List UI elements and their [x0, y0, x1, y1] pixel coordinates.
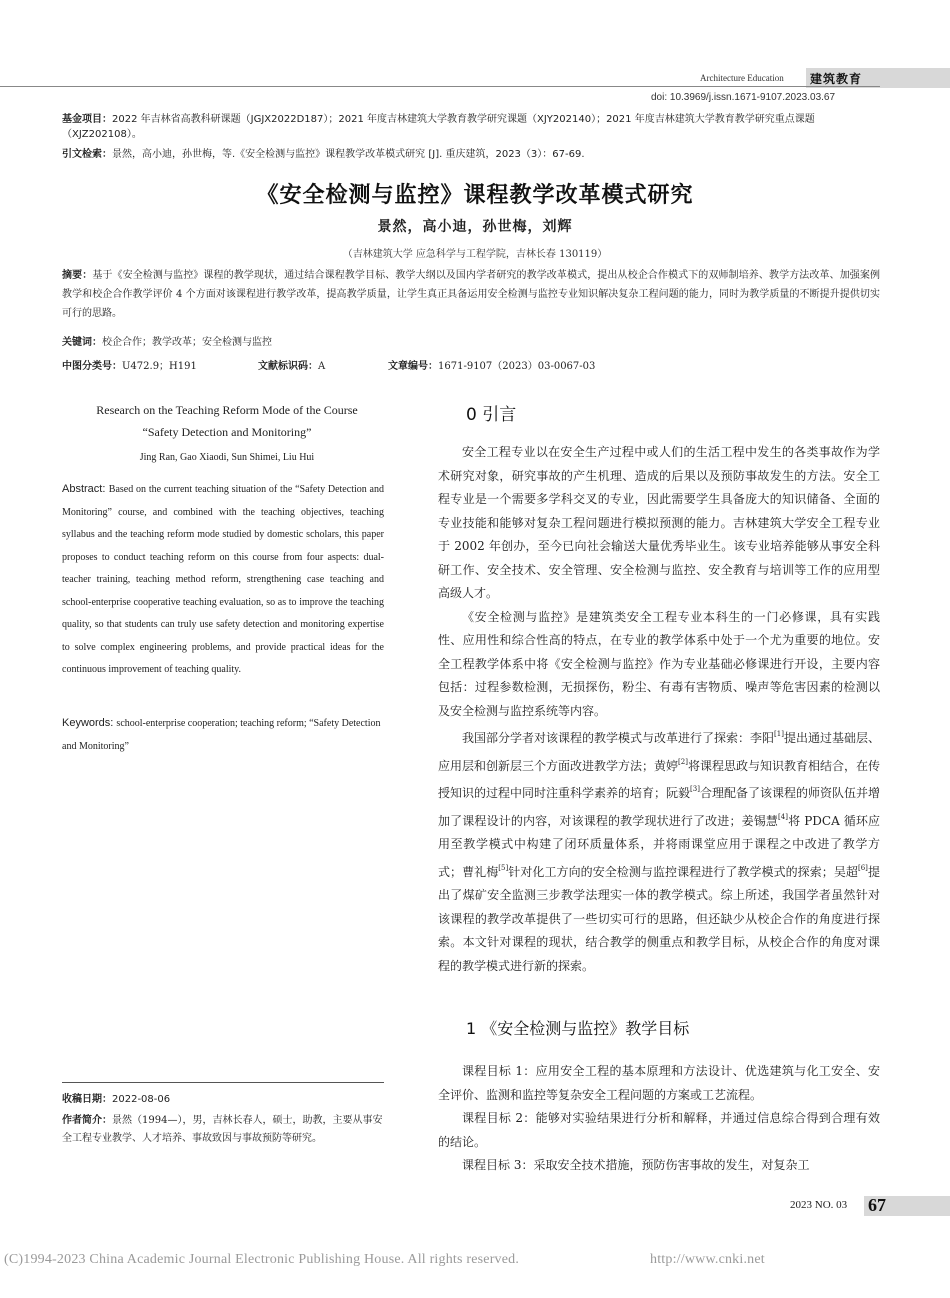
received-label: 收稿日期：: [62, 1094, 112, 1105]
journal-name-cn: 建筑教育: [810, 72, 863, 86]
course-goal-2: 课程目标 2：能够对实验结果进行分析和解释，并通过信息综合得到合理有效的结论。: [438, 1111, 880, 1149]
fund-label: 基金项目：: [62, 114, 112, 125]
para3-part-e: 将 PDCA 循环应用至教学模式中构建了闭环质量体系，并将雨课堂应用于课程之中改进了教学方式；曹礼梅: [438, 813, 880, 879]
reference-4[interactable]: [4]: [778, 812, 788, 821]
english-title-line2: “Safety Detection and Monitoring”: [142, 425, 312, 439]
issue-number: 2023 NO. 03: [790, 1199, 848, 1211]
para3-part-f: 针对化工方向的安全检测与监控课程进行了教学模式的探索；吴超: [508, 864, 858, 879]
english-abstract: [62, 478, 384, 682]
fund-info: [62, 112, 880, 142]
intro-paragraph-2: 《安全检测与监控》是建筑类安全工程专业本科生的一门必修课，具有实践性、应用性和综合性高的特点，在专业的教学体系中处于一个尤为重要的地位。安全工程教学体系中将《安全检测与监控》作为专业基础必修课进行开设，主要内容包括：过程参数检测，无损探伤，粉尘、有毒有害物质、噪声等危害因素的检测以及安全检测与监控系统等内容。: [438, 609, 880, 718]
page-number: 67: [868, 1195, 886, 1215]
intro-paragraph-1: 安全工程专业以在安全生产过程中或人们的生活工程中发生的各类事故作为学术研究对象，研究事故的产生机理、造成的后果以及预防事故发生的方法。安全工程专业是一个需要多学科交叉的专业，因此需要学生具备庞大的知识储备、全面的专业技能和能够对复杂工程问题进行模拟预测的能力。吉林建筑大学安全工程专业于 2002 年创办，至今已向社会输送大量优秀毕业生。该专业培养能够从事安全科研工作、安全技术、安全管理、安全检测与监控、安全教育与培训等工作的应用型高级人才。: [438, 445, 880, 600]
reference-1[interactable]: [1]: [774, 730, 784, 738]
english-abstract-label: Abstract:: [62, 483, 109, 495]
cite-text: 景然，高小迪，孙世梅，等.《安全检测与监控》课程教学改革模式研究 [J]. 重庆建筑，2023（3）：67-69.: [112, 149, 585, 160]
article-label: 文章编号：: [388, 361, 438, 372]
intro-paragraph-3: [438, 723, 880, 978]
reference-2[interactable]: [2]: [678, 757, 688, 766]
english-authors: Jing Ran, Gao Xiaodi, Sun Shimei, Liu Hui: [139, 452, 315, 463]
article-value: 1671-9107（2023）03-0067-03: [438, 361, 596, 372]
abstract-cn: [62, 266, 880, 323]
copyright-text: (C)1994-2023 China Academic Journal Electronic Publishing House. All rights reserved.: [4, 1252, 520, 1267]
citation: [62, 147, 880, 162]
clc-number: [62, 357, 197, 372]
para3-part-b: 提出通过基础层、应用层和创新层三个方面改进教学方法；黄婷: [438, 731, 880, 773]
keywords-label: 关键词：: [62, 337, 102, 348]
english-title-line1: Research on the Teaching Reform Mode of the Course: [96, 403, 358, 417]
para3-part-c: 将课程思政与知识教育相结合，在传授知识的过程中同时注重科学素养的培育；阮毅: [438, 758, 880, 800]
clc-label: 中图分类号：: [62, 361, 122, 372]
english-keywords: [62, 712, 384, 758]
article-number: [388, 357, 595, 372]
english-title: [62, 399, 392, 443]
footnote-rule: [62, 1082, 384, 1083]
clc-value: U472.9；H191: [122, 361, 197, 372]
affiliation: （吉林建筑大学 应急科学与工程学院，吉林长春 130119）: [342, 249, 608, 260]
header-rule: [0, 86, 880, 87]
keywords-text: 校企合作；教学改革；安全检测与监控: [102, 337, 272, 348]
english-keywords-label: Keywords:: [62, 717, 117, 729]
received-value: 2022-08-06: [112, 1094, 171, 1105]
cite-label: 引文检索：: [62, 149, 112, 160]
bio-text: 景然（1994—），男，吉林长春人，硕士，助教，主要从事安全工程专业教学、人才培养、事故致因与事故预防等研究。: [62, 1115, 383, 1144]
reference-6[interactable]: [6]: [857, 863, 868, 872]
doi[interactable]: doi: 10.3969/j.issn.1671-9107.2023.03.67: [651, 92, 836, 103]
abstract-text: 基于《安全检测与监控》课程的教学现状，通过结合课程教学目标、教学大纲以及国内学者研究的教学改革模式，提出从校企合作模式下的双师制培养、教学方法改革、加强案例教学和校企合作教学评价 4 个方面对该课程进行教学改革，提高教学质量，让学生真正具备运用安全检测与监控专业知识解决复杂工程问题的能力，同时为教学质量的不断提升提供切实可行的思路。: [62, 270, 881, 319]
english-keywords-text: school-enterprise cooperation; teaching reform; “Safety Detection and Monitoring”: [62, 718, 381, 752]
intro-body: [438, 441, 880, 978]
paper-title: 《安全检测与监控》课程教学改革模式研究: [256, 183, 694, 208]
keywords-cn: [62, 333, 272, 348]
para3-part-a: 我国部分学者对该课程的教学模式与改革进行了探索：李阳: [462, 731, 775, 745]
course-goal-1: 课程目标 1：应用安全工程的基本原理和方法设计、优选建筑与化工安全、安全评价、监测和监控等复杂安全工程问题的方案或工艺流程。: [438, 1064, 880, 1102]
section-heading-intro: 0 引言: [466, 405, 517, 425]
course-goal-3: 课程目标 3：采取安全技术措施，预防伤害事故的发生，对复杂工: [462, 1158, 810, 1172]
cnki-link[interactable]: http://www.cnki.net: [650, 1252, 765, 1267]
abstract-label: 摘要：: [62, 270, 93, 281]
journal-name-en: Architecture Education: [700, 73, 784, 83]
section-heading-1: 1 《安全检测与监控》教学目标: [466, 1019, 690, 1038]
author-bio: [62, 1112, 384, 1147]
fund-text: 2022 年吉林省高教科研课题（JGJX2022D187）；2021 年度吉林建筑大学教育教学研究课题（XJY202140）；2021 年度吉林建筑大学教育教学研究重点课题（XJZ202108）。: [62, 114, 815, 140]
doccode-value: A: [318, 361, 326, 372]
document-code: [258, 357, 325, 372]
reference-3[interactable]: [3]: [690, 785, 700, 793]
goals-body: [438, 1060, 880, 1178]
para3-part-g: 提出了煤矿安全监测三步教学法理实一体的教学模式。综上所述，我国学者虽然针对该课程的教学改革提供了一些切实可行的思路，但还缺少从校企合作的角度进行探索。本文针对课程的现状，结合教学的侧重点和教学目标，从校企合作的角度对课程的教学模式进行新的探索。: [438, 864, 880, 973]
received-date: [62, 1090, 170, 1105]
english-abstract-text: Based on the current teaching situation of the “Safety Detection and Monitoring” course, and combined with the teaching objectives, teaching syllabus and the teaching reform mode studied by domestic scholars, this paper proposes to conduct teaching reform on this course from four aspects: dual-teacher training, teaching method reform, strengthening case teaching and school-enterprise cooperative teaching evaluation, so as to improve the teaching quality, so that students can truly use safety detection and monitoring expertise to solve complex engineering problems, and provide practical ideas for the continuous improvement of teaching quality.: [62, 484, 384, 675]
para3-part-d: 合理配备了该课程的师资队伍并增加了课程设计的内容，对该课程的教学现状进行了改进；姜锡慧: [438, 786, 880, 828]
doccode-label: 文献标识码：: [258, 361, 318, 372]
authors: 景然，高小迪，孙世梅，刘辉: [377, 219, 573, 235]
reference-5[interactable]: [5]: [498, 863, 509, 872]
bio-label: 作者简介：: [62, 1115, 112, 1126]
